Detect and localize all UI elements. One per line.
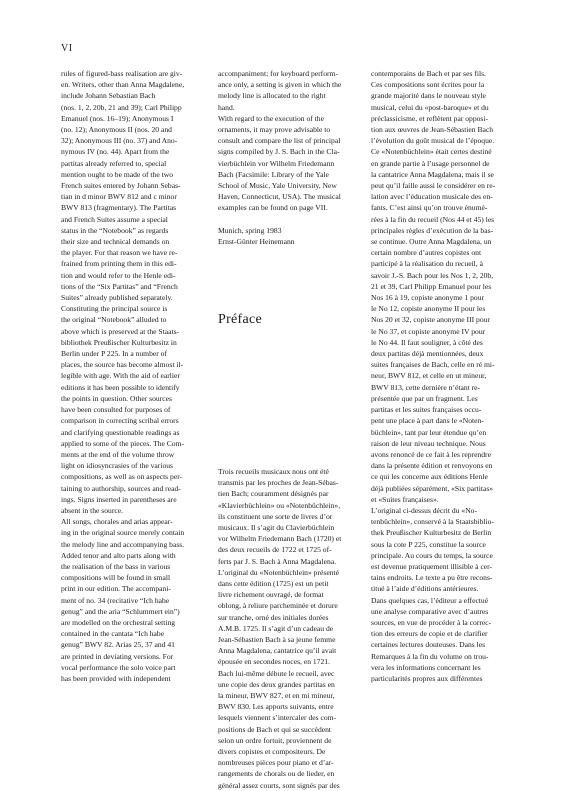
text-line: présentée que par un fragment. Les xyxy=(371,393,478,403)
text-line: are printed in deviating versions. For xyxy=(61,651,174,661)
text-line: rangements de chorals ou de lieder, en xyxy=(218,769,335,779)
text-line: partitas et les suites françaises occu- xyxy=(371,405,482,415)
text-line: the melody line and accompanying bass. xyxy=(61,539,185,549)
text-line: une copie des deux grandes partitas en xyxy=(218,679,335,689)
text-line: grande majorité dans le nouveau style xyxy=(371,91,486,101)
text-line: sur tranche, orné des initiales dorées xyxy=(218,612,329,622)
text-line: above which is preserved at the Staats- xyxy=(61,326,180,336)
text-line: Bach (Facsimile: Library of the Yale xyxy=(218,169,329,179)
text-line: Emanuel (nos. 16–19); Anonymous I xyxy=(61,113,174,123)
text-line: la cantatrice Anna Magdalena, mais il se xyxy=(371,169,494,179)
text-line: mention ought to be made of the two xyxy=(61,169,173,179)
english-column-2 xyxy=(218,68,356,247)
text-line: legible with age. With the aid of earlier xyxy=(61,371,180,381)
text-line: tian in d minor BWV 812 and c minor xyxy=(61,192,177,202)
text-line: particularités propres aux différentes xyxy=(371,673,483,683)
text-line: Munich, spring 1983 xyxy=(218,225,282,235)
text-line: frained from printing them in this edi- xyxy=(61,259,177,269)
text-line: certaines lectures douteuses. Dans les xyxy=(371,640,486,650)
text-line: places, the source has become almost il- xyxy=(61,360,184,370)
text-line: editions it has been possible to identify xyxy=(61,382,180,392)
text-line: transmis par les proches de Jean-Sébas- xyxy=(218,478,339,488)
text-line: (nos. 1, 2, 20b, 21 and 39); Carl Philipp xyxy=(61,102,182,112)
text-line: vera les informations concernant les xyxy=(371,662,481,672)
text-line: consult and compare the list of principal xyxy=(218,136,341,146)
text-line: tions of the “Six Partitas” and “French xyxy=(61,281,178,291)
text-line: ance only, a setting is given in which the xyxy=(218,80,342,90)
text-line: (no. 12); Anonymous II (nos. 20 and xyxy=(61,125,172,135)
text-line: examples can be found on page VII. xyxy=(218,203,328,213)
text-line: Constituting the principal source is xyxy=(61,304,168,314)
text-line: neur, BWV 812, et celle en ut mineur, xyxy=(371,371,487,381)
text-line: participé à la réalisation du recueil, à xyxy=(371,259,483,269)
text-line: contained in the cantata “Ich habe xyxy=(61,629,165,639)
text-line: A.M.B. 1725. Il s’agit d’un cadeau de xyxy=(218,623,334,633)
text-line: vor Wilhelm Friedemann Bach (1720) et xyxy=(218,534,342,544)
text-line: L’original ci-dessus décrit du «No- xyxy=(371,505,478,515)
text-line: the original “Notebook” alluded to xyxy=(61,315,167,325)
text-line: the realisation of the bass in various xyxy=(61,561,171,571)
text-line: Ernst-Günter Heinemann xyxy=(218,237,295,247)
text-line: ing in the original source merely contain xyxy=(61,528,185,538)
text-line: absent in the source. xyxy=(61,505,123,515)
text-line: oblong, à reliure parcheminée et dorure xyxy=(218,601,338,611)
text-line: Ce «Notenbüchlein» était certes destiné xyxy=(371,147,492,157)
text-line: the points in question. Other sources xyxy=(61,393,172,403)
text-line: thek Preußischer Kulturbesitz de Berlin xyxy=(371,528,492,538)
text-line: 32); Anonymous III (no. 37) and Ano- xyxy=(61,136,178,146)
text-line: light on idiosyncrasies of the various xyxy=(61,461,173,471)
text-line: bibliothek Preußischer Kulturbesitz in xyxy=(61,337,177,347)
text-line: ments at the end of the volume throw xyxy=(61,449,175,459)
text-line: pent une place à part dans le «Noten- xyxy=(371,416,484,426)
text-line: général assez courts, sont signés par des xyxy=(218,780,340,790)
text-line: tion des erreurs de copie et de clarifier xyxy=(371,629,488,639)
text-line: tien Bach; couramment désignés par xyxy=(218,489,329,499)
page-number: VI xyxy=(61,43,73,54)
text-line: sources, en vue de procéder à la correc- xyxy=(371,617,492,627)
text-line: peut qu’il faille aussi le considérer en re- xyxy=(371,181,496,191)
text-line: l’évolution du goût musical de l’époque. xyxy=(371,136,495,146)
text-line: Jean-Sébastien Bach à sa jeune femme xyxy=(218,635,336,645)
text-line: With regard to the execution of the xyxy=(218,113,324,123)
text-line: Bach lui-même débute le recueil, avec xyxy=(218,668,335,678)
text-line: une analyse comparative avec d’autres xyxy=(371,606,489,616)
text-line: their size and technical demands on xyxy=(61,237,170,247)
text-line: taining to authorship, sources and read- xyxy=(61,483,181,493)
text-line: and clarifying questionable readings as xyxy=(61,427,180,437)
text-line: Nos 20 et 32, copiste anonyme III pour xyxy=(371,315,490,325)
text-line: ferts par J. S. Bach à Anna Magdalena. xyxy=(218,556,337,566)
text-line: sous la cote P 225, constitue la source xyxy=(371,539,486,549)
text-line: musicaux. Il s’agit du Clavierbüchlein xyxy=(218,523,335,533)
text-line: déjà publiées séparément, «Six partitas» xyxy=(371,483,494,493)
text-line: BWV 813 (fragmentary). The Partitas xyxy=(61,203,177,213)
text-line: raison de leur niveau technique. Nous xyxy=(371,438,486,448)
text-line: lation avec l’éducation musicale des en- xyxy=(371,192,493,202)
text-line: des deux recueils de 1722 et 1725 of- xyxy=(218,545,332,555)
text-line: Nos 16 à 19, copiste anonyme 1 pour xyxy=(371,293,485,303)
text-line: Haven, Connecticut, USA). The musical xyxy=(218,192,341,202)
text-line: ce qui les concerne aux éditions Henle xyxy=(371,472,488,482)
text-line: est devenue pratiquement illisible à cer- xyxy=(371,561,493,571)
text-line: All songs, chorales and arias appear- xyxy=(61,517,173,527)
text-line: nombreuses pièces pour piano et d’ar- xyxy=(218,758,334,768)
text-line: Remarques à la fin du volume on trou- xyxy=(371,651,489,661)
text-line: fants. C’est ainsi qu’on trouve énumé- xyxy=(371,203,488,213)
text-line: ment of no. 34 (recitative “Ich habe xyxy=(61,595,170,605)
text-line: Added tenor and alto parts along with xyxy=(61,550,176,560)
text-line: genug” BWV 82. Arias 25, 37 and 41 xyxy=(61,640,175,650)
text-line: Berlin under P 225. In a number of xyxy=(61,349,168,359)
text-line: print in our edition. The accompani- xyxy=(61,584,171,594)
text-line: the player. For that reason we have re- xyxy=(61,248,178,258)
text-line: applied to some of the pieces. The Com- xyxy=(61,438,185,448)
text-line: livre richement ouvragé, de format xyxy=(218,590,324,600)
text-line: tion and would refer to the Henle edi- xyxy=(61,270,176,280)
text-line: Trois recueils musicaux nous ont été xyxy=(218,467,329,476)
text-line: Anna Magdalena, cantatrice qu’il avait xyxy=(218,646,337,656)
text-line: dans la présente édition et renvoyons en xyxy=(371,461,493,471)
text-line: deux partitas déjà mentionnées, deux xyxy=(371,349,484,359)
text-line: titué à l’aide d’éditions antérieures. xyxy=(371,584,479,594)
text-line: positions de Bach et qui se succèdent xyxy=(218,724,332,734)
text-line: BWV 830. Les apports suivants, entre xyxy=(218,702,334,712)
text-line: are modelled on the orchestral setting xyxy=(61,617,176,627)
text-line: Dans quelques cas, l’éditeur a effectué xyxy=(371,595,489,605)
preface-heading: Préface xyxy=(218,312,263,327)
text-line: has been provided with independent xyxy=(61,673,171,683)
text-line: büchlein», tant par leur étendue qu’en xyxy=(371,427,487,437)
text-line: French suites entered by Johann Sebas- xyxy=(61,181,181,191)
text-line: le No 37, et copiste anonyme IV pour xyxy=(371,326,486,336)
text-line: rules of figured-bass realisation are giv- xyxy=(61,69,183,78)
text-line: rées à la fin du recueil (Nos 44 et 45) les xyxy=(371,214,495,224)
text-line: comparison in correcting scribal errors xyxy=(61,416,179,426)
text-line: suites françaises de Bach, celle en ré mi- xyxy=(371,360,495,370)
text-line: principale. Au cours du temps, la source xyxy=(371,550,493,560)
text-line: L’original du «Notenbüchlein» présenté xyxy=(218,567,339,577)
text-line: contemporains de Bach et par ses fils. xyxy=(371,69,486,78)
text-line: le No 12, copiste anonyme II pour les xyxy=(371,304,486,314)
text-line: lesquels viennent s’intercaler des com- xyxy=(218,713,337,723)
text-line: ornaments, it may prove advisable to xyxy=(218,125,331,135)
text-line: include Johann Sebastian Bach xyxy=(61,91,156,101)
text-line: signs compiled by J. S. Bach in the Cla- xyxy=(218,147,340,157)
text-line: compositions will be found in small xyxy=(61,573,171,583)
text-line: tains endroits. Le texte a pu être recons- xyxy=(371,573,493,583)
text-line: le No 44. Il faut souligner, à côté des xyxy=(371,337,483,347)
text-line: savoir J.-S. Bach pour les Nos 1, 2, 20b, xyxy=(371,270,494,280)
text-line: musical, celui du «post-baroque» et du xyxy=(371,102,489,112)
text-line: certain nombre d’autres copistes ont xyxy=(371,248,482,258)
text-line: en grande partie à l’usage personnel de xyxy=(371,158,490,168)
text-line: principales règles d’exécution de la bas- xyxy=(371,225,494,235)
text-line: ings. Signs inserted in parentheses are xyxy=(61,494,177,504)
text-line: divers copistes et compositeurs. De xyxy=(218,747,326,757)
text-line: en. Writers, other than Anna Magdalene, xyxy=(61,80,185,90)
text-line: ils constituent une sorte de livres d’or xyxy=(218,511,333,521)
text-line: épousée en secondes noces, en 1721. xyxy=(218,657,330,667)
text-line: genug” and the aria “Schlummert ein”) xyxy=(61,606,180,616)
text-line: se continue. Outre Anna Magdalena, un xyxy=(371,237,492,247)
text-line: 21 et 39, Carl Philipp Emanuel pour les xyxy=(371,281,492,291)
text-line: partitas already referred to, special xyxy=(61,158,167,168)
french-column-2 xyxy=(371,68,510,684)
text-line: dans cette édition (1725) est un petit xyxy=(218,579,329,589)
text-line: School of Music, Yale University, New xyxy=(218,181,337,191)
text-line xyxy=(218,214,356,225)
text-line: melody line is allocated to the right xyxy=(218,91,326,101)
text-line: tenbüchlein», conservé à la Staatsbiblio- xyxy=(371,517,494,527)
text-line: compositions, as well as on aspects per- xyxy=(61,472,183,482)
text-line: BWV 813, cette dernière n’étant re- xyxy=(371,382,481,392)
text-line: tion aux œuvres de Jean-Sébastien Bach xyxy=(371,125,494,135)
text-line: vocal performance the solo voice part xyxy=(61,662,176,672)
text-line: status in the “Notebook” as regards xyxy=(61,225,169,235)
text-line: and French Suites assume a special xyxy=(61,214,168,224)
text-line: have been consulted for purposes of xyxy=(61,405,171,415)
text-line: nymous IV (no. 44). Apart from the xyxy=(61,147,170,157)
french-column-1 xyxy=(218,466,356,791)
text-line: selon un ordre fortuit, proviennent de xyxy=(218,735,332,745)
text-line: «Klavierbüchlein» ou «Notenbüchlein», xyxy=(218,500,341,510)
text-line: hand. xyxy=(218,102,235,112)
text-line: Suites” already published separately. xyxy=(61,293,173,303)
text-line: la mineur, BWV 827, et en mi mineur, xyxy=(218,691,335,701)
english-column-1 xyxy=(61,68,204,684)
text-line: avons renoncé de ce fait à les reprendre xyxy=(371,449,491,459)
text-line: Ces compositions sont écrites pour la xyxy=(371,80,485,90)
text-line: préclassicisme, et reflètent par opposi- xyxy=(371,113,489,123)
text-line: vierbüchlein vor Wilhelm Friedemann xyxy=(218,158,335,168)
text-line: accompaniment; for keyboard perform- xyxy=(218,69,338,78)
text-line: et «Suites françaises». xyxy=(371,494,439,504)
